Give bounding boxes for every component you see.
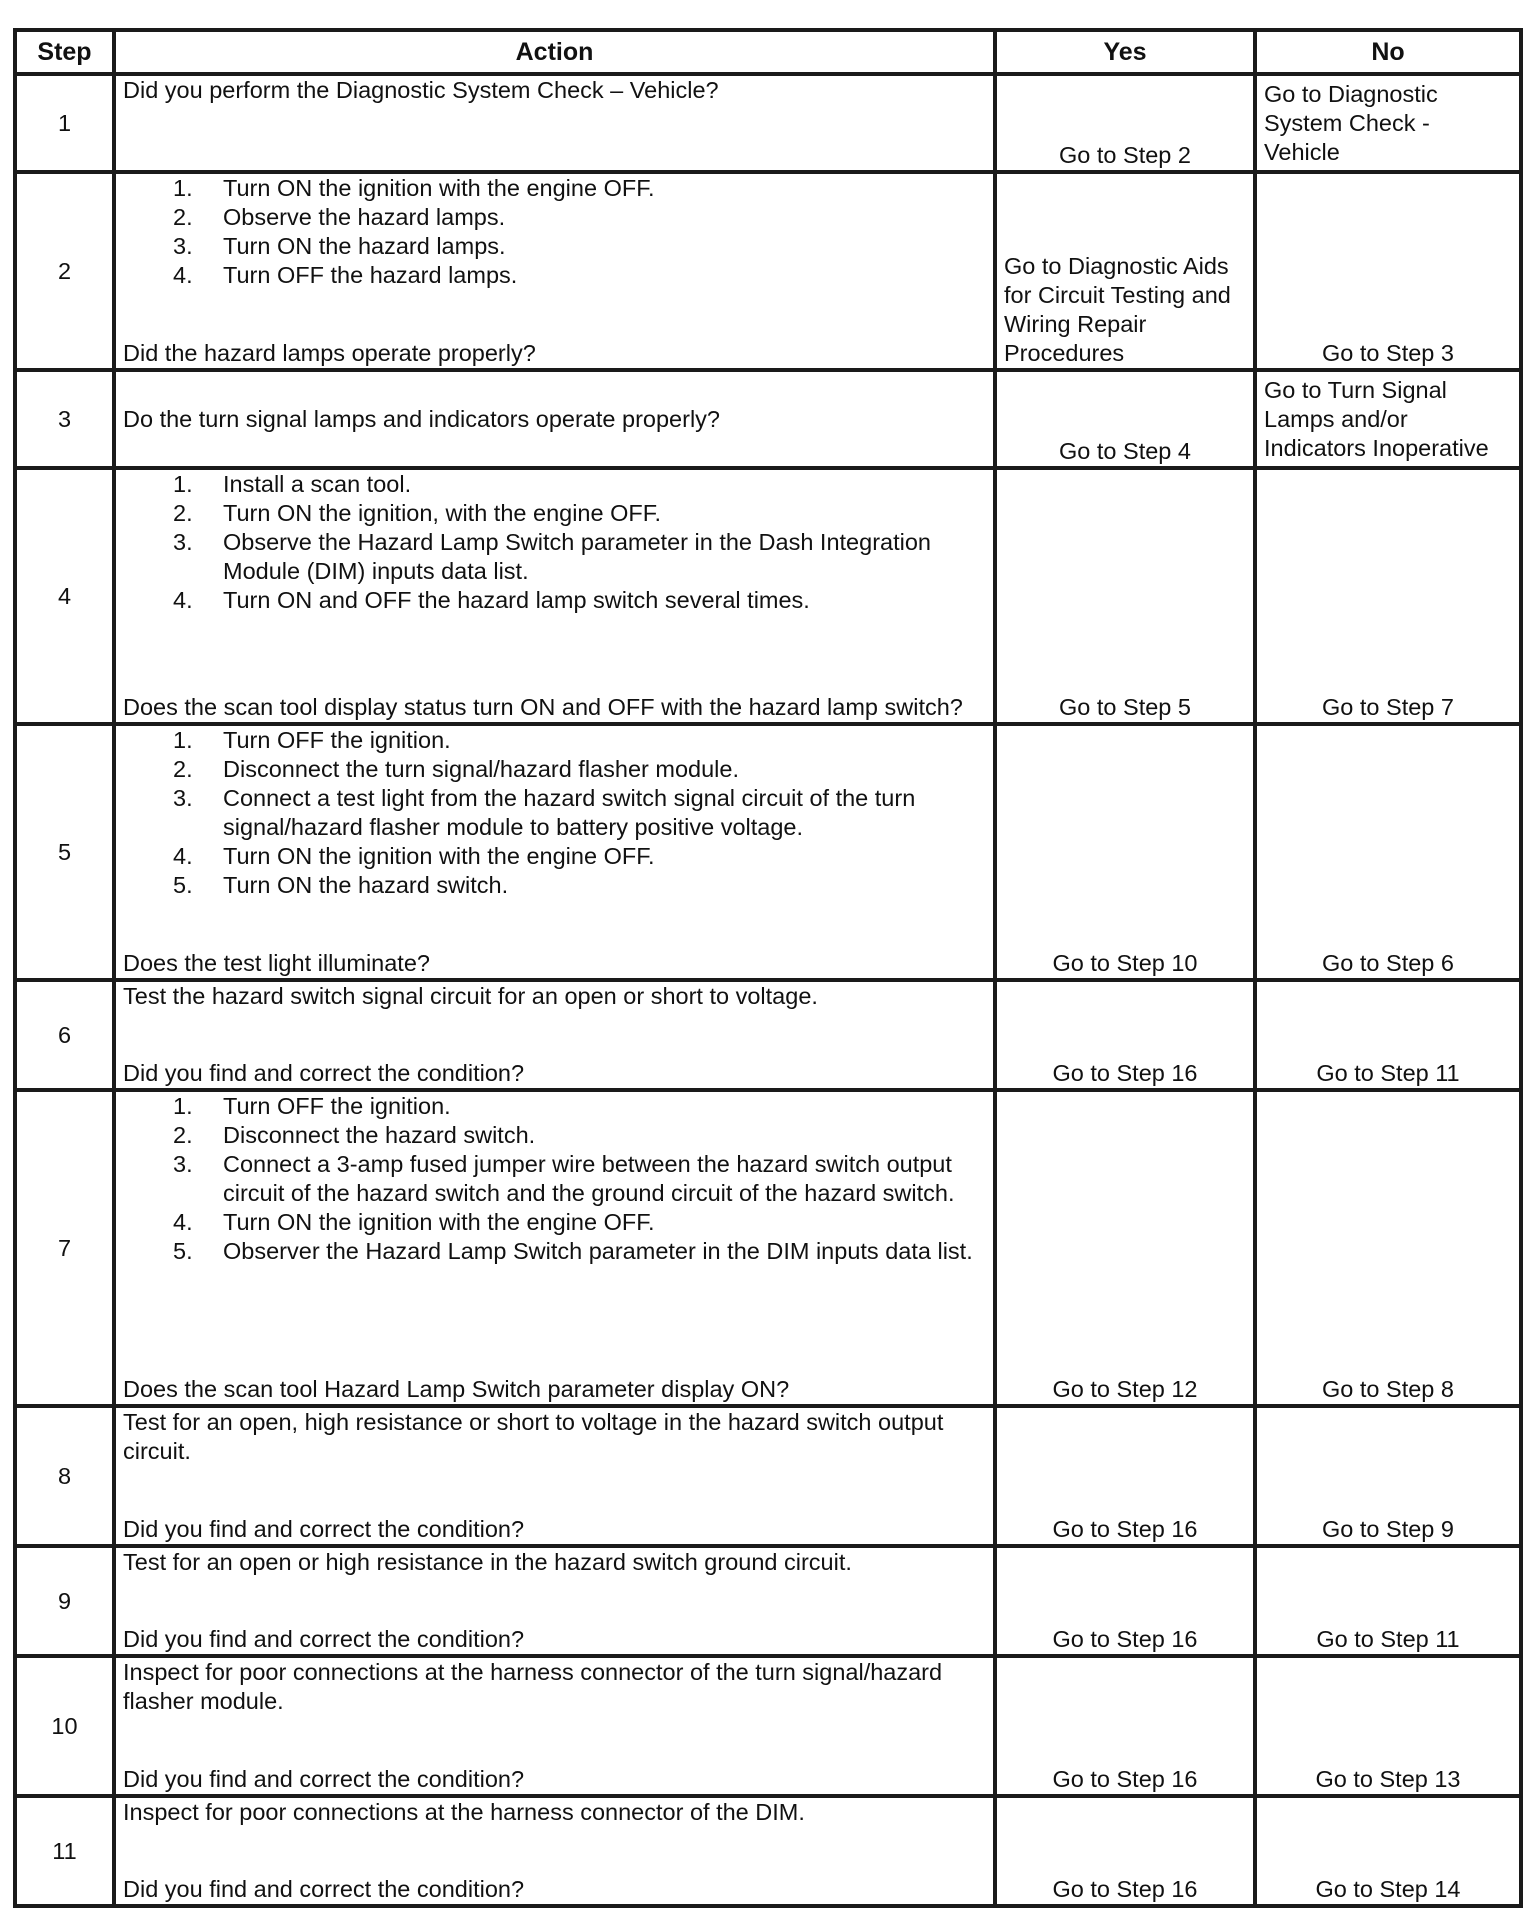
list-item <box>123 203 986 232</box>
step-number: 10 <box>15 1656 114 1796</box>
yes-result: Go to Step 16 <box>995 1656 1255 1796</box>
table-row <box>15 724 1521 980</box>
table-row <box>15 1656 1521 1796</box>
list-item <box>123 528 986 586</box>
yes-result: Go to Step 16 <box>995 1546 1255 1656</box>
no-result: Go to Step 3 <box>1255 172 1521 370</box>
substep-number: 4. <box>173 262 193 288</box>
step-number: 9 <box>15 1546 114 1656</box>
action-instructions <box>123 470 986 615</box>
header-action: Action <box>114 30 995 74</box>
substep-text: Observe the hazard lamps. <box>223 204 506 230</box>
yes-result: Go to Step 16 <box>995 1796 1255 1906</box>
list-item <box>123 586 986 615</box>
substep-text: Disconnect the hazard switch. <box>223 1122 536 1148</box>
table-row <box>15 1796 1521 1906</box>
action-intro: Test the hazard switch signal circuit for an open or short to voltage. <box>123 983 818 1009</box>
substep-list <box>123 174 986 290</box>
substep-text: Turn ON the hazard switch. <box>223 872 509 898</box>
no-result: Go to Step 11 <box>1255 1546 1521 1656</box>
action-instructions <box>123 726 986 900</box>
action-instructions <box>123 1658 986 1716</box>
substep-number: 2. <box>173 1122 193 1148</box>
substep-text: Turn ON the hazard lamps. <box>223 233 506 259</box>
list-item <box>123 470 986 499</box>
substep-number: 1. <box>173 175 193 201</box>
action-cell <box>114 172 995 370</box>
header-step: Step <box>15 30 114 74</box>
substep-text: Observer the Hazard Lamp Switch parameter in the DIM inputs data list. <box>223 1238 973 1264</box>
substep-text: Connect a test light from the hazard switch signal circuit of the turn signal/hazard flasher module to battery positive voltage. <box>223 785 916 840</box>
substep-number: 3. <box>173 785 193 811</box>
action-cell <box>114 468 995 724</box>
substep-number: 2. <box>173 756 193 782</box>
no-result: Go to Diagnostic System Check - Vehicle <box>1255 74 1521 172</box>
action-intro: Test for an open, high resistance or short to voltage in the hazard switch output circuit. <box>123 1409 944 1464</box>
list-item <box>123 1092 986 1121</box>
action-cell <box>114 1796 995 1906</box>
list-item <box>123 1150 986 1208</box>
substep-number: 4. <box>173 587 193 613</box>
substep-number: 1. <box>173 1093 193 1119</box>
step-number: 2 <box>15 172 114 370</box>
no-result: Go to Step 8 <box>1255 1090 1521 1406</box>
action-question: Did you find and correct the condition? <box>123 1626 525 1652</box>
action-intro: Inspect for poor connections at the harness connector of the turn signal/hazard flasher module. <box>123 1659 943 1714</box>
list-item <box>123 726 986 755</box>
no-result: Go to Turn Signal Lamps and/or Indicators Inoperative <box>1255 370 1521 468</box>
step-number: 3 <box>15 370 114 468</box>
step-number: 11 <box>15 1796 114 1906</box>
list-item <box>123 1121 986 1150</box>
substep-text: Turn ON the ignition with the engine OFF. <box>223 1209 655 1235</box>
yes-result: Go to Step 4 <box>995 370 1255 468</box>
step-number: 1 <box>15 74 114 172</box>
no-result: Go to Step 7 <box>1255 468 1521 724</box>
substep-number: 5. <box>173 1238 193 1264</box>
action-instructions <box>123 1548 986 1577</box>
table-row <box>15 74 1521 172</box>
action-cell <box>114 1546 995 1656</box>
action-question: Did the hazard lamps operate properly? <box>123 340 536 366</box>
substep-number: 3. <box>173 233 193 259</box>
substep-text: Turn ON and OFF the hazard lamp switch several times. <box>223 587 810 613</box>
step-number: 8 <box>15 1406 114 1546</box>
action-cell <box>114 1656 995 1796</box>
list-item <box>123 871 986 900</box>
action-question: Did you find and correct the condition? <box>123 1060 525 1086</box>
substep-text: Disconnect the turn signal/hazard flasher module. <box>223 756 739 782</box>
table-row <box>15 172 1521 370</box>
action-question: Did you find and correct the condition? <box>123 1766 525 1792</box>
list-item <box>123 174 986 203</box>
list-item <box>123 784 986 842</box>
action-instructions <box>123 1798 986 1827</box>
no-result: Go to Step 11 <box>1255 980 1521 1090</box>
list-item <box>123 1208 986 1237</box>
action-cell <box>114 1406 995 1546</box>
step-number: 4 <box>15 468 114 724</box>
substep-number: 4. <box>173 1209 193 1235</box>
yes-result: Go to Step 16 <box>995 1406 1255 1546</box>
substep-number: 4. <box>173 843 193 869</box>
list-item <box>123 261 986 290</box>
substep-list <box>123 726 986 900</box>
action-intro: Inspect for poor connections at the harness connector of the DIM. <box>123 1799 805 1825</box>
action-cell <box>114 724 995 980</box>
substep-number: 2. <box>173 204 193 230</box>
action-question: Did you perform the Diagnostic System Check – Vehicle? <box>123 77 719 103</box>
table-row <box>15 980 1521 1090</box>
yes-result: Go to Step 5 <box>995 468 1255 724</box>
yes-result: Go to Step 10 <box>995 724 1255 980</box>
table-row <box>15 370 1521 468</box>
action-instructions <box>123 1408 986 1466</box>
list-item <box>123 842 986 871</box>
list-item <box>123 1237 986 1266</box>
table-row <box>15 468 1521 724</box>
diagnostic-table <box>13 28 1523 1908</box>
step-number: 7 <box>15 1090 114 1406</box>
action-question: Does the test light illuminate? <box>123 950 430 976</box>
action-instructions <box>123 174 986 290</box>
no-result: Go to Step 13 <box>1255 1656 1521 1796</box>
substep-number: 5. <box>173 872 193 898</box>
action-question: Did you find and correct the condition? <box>123 1876 525 1902</box>
action-question: Does the scan tool display status turn ON and OFF with the hazard lamp switch? <box>123 694 963 720</box>
action-cell <box>114 980 995 1090</box>
action-intro: Test for an open or high resistance in the hazard switch ground circuit. <box>123 1549 852 1575</box>
substep-text: Turn ON the ignition with the engine OFF. <box>223 843 655 869</box>
substep-list <box>123 470 986 615</box>
action-cell <box>114 74 995 172</box>
header-no: No <box>1255 30 1521 74</box>
substep-text: Turn OFF the hazard lamps. <box>223 262 518 288</box>
table-row <box>15 1546 1521 1656</box>
table-row <box>15 1406 1521 1546</box>
header-row <box>15 30 1521 74</box>
substep-number: 2. <box>173 500 193 526</box>
substep-text: Install a scan tool. <box>223 471 412 497</box>
action-question: Does the scan tool Hazard Lamp Switch parameter display ON? <box>123 1376 790 1402</box>
substep-text: Turn OFF the ignition. <box>223 1093 451 1119</box>
substep-number: 1. <box>173 471 193 497</box>
action-question: Do the turn signal lamps and indicators operate properly? <box>123 405 720 432</box>
substep-text: Connect a 3-amp fused jumper wire between the hazard switch output circuit of the hazard switch and the ground circuit of the hazard switch. <box>223 1151 955 1206</box>
substep-list <box>123 1092 986 1266</box>
list-item <box>123 499 986 528</box>
header-yes: Yes <box>995 30 1255 74</box>
yes-result: Go to Step 12 <box>995 1090 1255 1406</box>
no-result: Go to Step 6 <box>1255 724 1521 980</box>
step-number: 6 <box>15 980 114 1090</box>
yes-result: Go to Step 2 <box>995 74 1255 172</box>
substep-text: Turn OFF the ignition. <box>223 727 451 753</box>
substep-number: 3. <box>173 529 193 555</box>
substep-number: 3. <box>173 1151 193 1177</box>
action-instructions <box>123 1092 986 1266</box>
table-row <box>15 1090 1521 1406</box>
list-item <box>123 232 986 261</box>
substep-text: Turn ON the ignition with the engine OFF. <box>223 175 655 201</box>
substep-text: Observe the Hazard Lamp Switch parameter in the Dash Integration Module (DIM) inputs data list. <box>223 529 931 584</box>
step-number: 5 <box>15 724 114 980</box>
action-cell <box>114 1090 995 1406</box>
substep-number: 1. <box>173 727 193 753</box>
action-cell <box>114 370 995 468</box>
no-result: Go to Step 14 <box>1255 1796 1521 1906</box>
list-item <box>123 755 986 784</box>
yes-result: Go to Diagnostic Aids for Circuit Testing and Wiring Repair Procedures <box>995 172 1255 370</box>
yes-result: Go to Step 16 <box>995 980 1255 1090</box>
action-question: Did you find and correct the condition? <box>123 1516 525 1542</box>
no-result: Go to Step 9 <box>1255 1406 1521 1546</box>
substep-text: Turn ON the ignition, with the engine OFF. <box>223 500 662 526</box>
action-instructions <box>123 982 986 1011</box>
